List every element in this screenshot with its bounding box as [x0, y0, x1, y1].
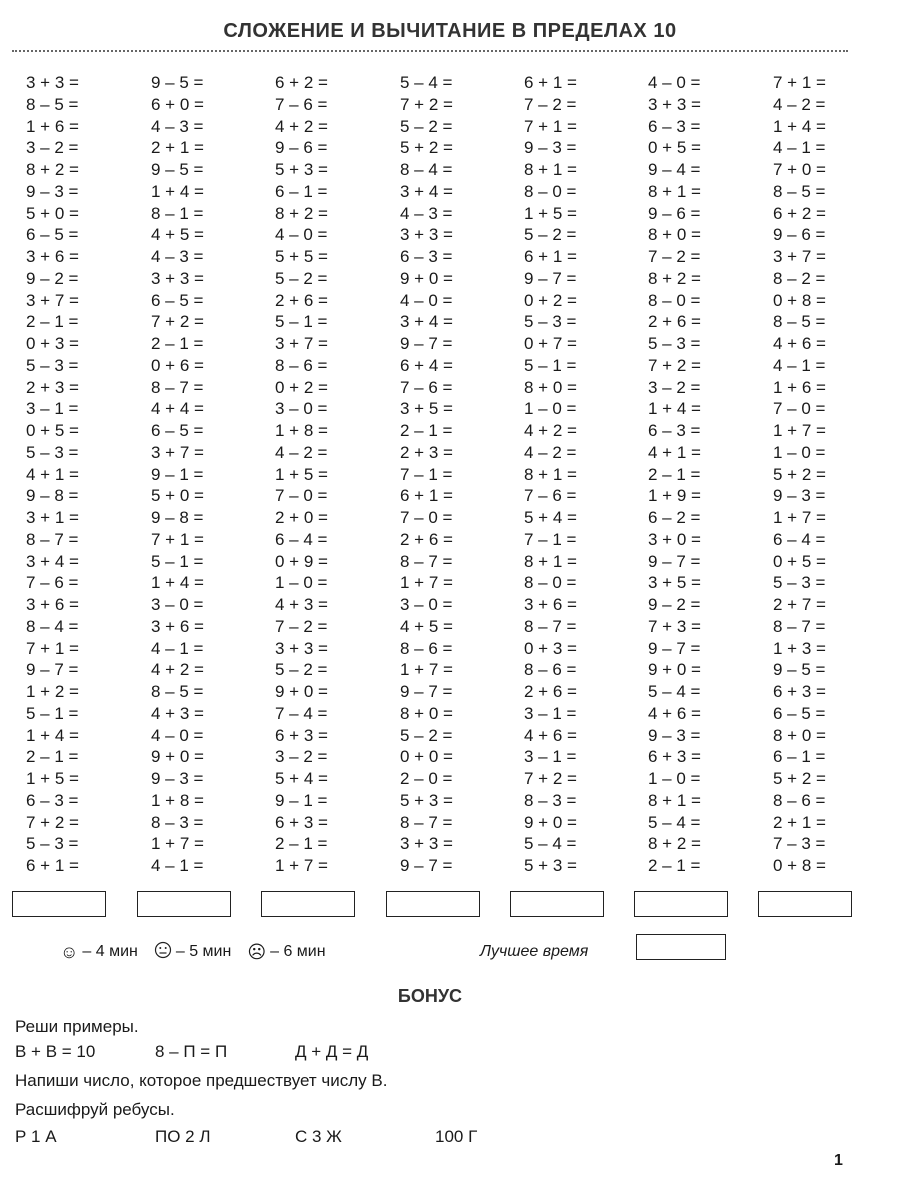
exercise-item: 6 + 1 = [400, 486, 453, 506]
exercise-item: 0 + 3 = [524, 638, 577, 658]
exercise-item: 4 + 2 = [524, 421, 577, 440]
exercise-item: 7 – 0 = [773, 399, 826, 419]
legend-smile-label: – 4 мин [82, 943, 138, 960]
exercise-item: 9 – 3 = [26, 181, 79, 201]
exercise-item: 1 + 6 = [26, 116, 79, 136]
exercise-item: 3 + 4 = [26, 551, 79, 571]
exercise-item: 1 – 0 = [648, 769, 701, 788]
bonus-task-solve: Реши примеры. [15, 1017, 139, 1036]
exercise-item: 0 + 5 = [773, 551, 826, 571]
exercise-item: 7 + 3 = [648, 616, 701, 636]
exercise-item: 8 + 1 = [524, 464, 577, 484]
exercise-item: 8 + 2 = [26, 160, 79, 179]
exercise-item: 8 – 5 = [26, 94, 79, 114]
exercise-item: 9 – 7 = [400, 856, 453, 875]
exercise-item: 3 – 1 = [524, 703, 577, 723]
exercise-item: 8 + 0 = [400, 703, 453, 723]
exercise-item: 8 – 6 = [400, 638, 453, 658]
exercise-item: 4 + 5 = [151, 225, 204, 245]
exercise-item: 6 – 3 = [648, 116, 701, 136]
exercise-item: 9 – 1 = [275, 790, 328, 810]
exercise-item: 9 – 7 = [524, 268, 577, 288]
exercise-item: 1 + 5 = [26, 769, 79, 788]
exercise-item: 0 + 5 = [648, 138, 701, 158]
exercise-item: 3 + 1 = [26, 508, 79, 527]
exercise-item: 1 – 0 = [275, 573, 328, 593]
exercise-item: 9 – 8 = [26, 486, 79, 506]
exercise-item: 5 – 2 = [275, 660, 328, 680]
exercise-item: 3 + 3 = [400, 225, 453, 245]
rebus-1: Р 1 А [15, 1127, 57, 1146]
exercise-item: 4 + 2 = [275, 116, 328, 136]
exercise-item: 9 – 2 = [648, 595, 701, 614]
exercise-item: 5 – 2 = [275, 268, 328, 288]
exercise-item: 1 – 0 = [524, 399, 577, 419]
exercise-item: 1 + 4 = [151, 573, 204, 593]
exercise-item: 0 + 6 = [151, 355, 204, 375]
exercise-column-5 [524, 72, 634, 877]
exercise-item: 2 + 6 = [524, 682, 577, 701]
exercise-item: 4 + 1 = [648, 442, 701, 462]
exercise-item: 7 – 2 = [524, 94, 577, 114]
exercise-item: 2 – 1 = [151, 334, 204, 353]
exercise-item: 1 + 7 = [400, 573, 453, 593]
exercise-item: 3 + 3 = [151, 268, 204, 288]
exercise-item: 2 + 1 = [151, 138, 204, 158]
exercise-item: 7 + 2 = [648, 355, 701, 375]
exercise-item: 4 – 3 = [151, 247, 204, 266]
exercise-item: 6 + 3 = [648, 747, 701, 767]
exercise-item: 8 – 0 = [524, 573, 577, 593]
exercise-item: 7 + 2 = [400, 94, 453, 114]
exercise-item: 6 – 4 = [773, 529, 826, 549]
exercise-item: 0 + 2 = [524, 290, 577, 310]
exercise-item: 9 – 6 = [773, 225, 826, 245]
exercise-item: 2 + 6 = [275, 290, 328, 310]
exercise-item: 9 – 5 = [151, 160, 204, 179]
exercise-item: 6 – 5 = [773, 703, 826, 723]
exercise-item: 8 – 6 = [275, 355, 328, 375]
exercise-item: 7 + 1 = [151, 529, 204, 549]
exercise-item: 1 + 8 = [151, 790, 204, 810]
exercise-item: 9 – 7 = [400, 334, 453, 353]
exercise-item: 8 + 0 = [524, 377, 577, 397]
exercise-item: 3 – 2 = [648, 377, 701, 397]
exercise-item: 9 – 3 = [524, 138, 577, 158]
exercise-item: 0 + 3 = [26, 334, 79, 353]
exercise-item: 7 – 0 = [275, 486, 328, 506]
time-box-3[interactable] [261, 891, 355, 917]
exercise-item: 1 + 7 = [400, 660, 453, 680]
exercise-item: 9 – 6 = [275, 138, 328, 158]
exercise-item: 8 – 6 = [773, 790, 826, 810]
exercise-item: 3 + 6 = [524, 595, 577, 614]
exercise-item: 5 – 1 = [275, 312, 328, 332]
exercise-item: 5 – 3 = [26, 834, 79, 854]
exercise-item: 8 + 0 = [648, 225, 701, 245]
exercise-item: 7 – 6 = [275, 94, 328, 114]
exercise-item: 2 + 3 = [26, 377, 79, 397]
exercise-item: 3 + 0 = [648, 529, 701, 549]
exercise-item: 0 + 8 = [773, 856, 826, 875]
exercise-item: 2 – 1 = [400, 421, 453, 440]
exercise-item: 5 – 4 = [400, 73, 453, 92]
exercise-item: 4 + 2 = [151, 660, 204, 680]
exercise-item: 3 + 7 = [151, 442, 204, 462]
exercise-item: 6 + 3 = [773, 682, 826, 701]
time-box-7[interactable] [758, 891, 852, 917]
exercise-item: 3 + 5 = [400, 399, 453, 419]
exercise-item: 5 – 3 = [524, 312, 577, 332]
time-legend [60, 940, 342, 964]
exercise-item: 7 – 1 = [400, 464, 453, 484]
exercise-item: 7 + 2 = [151, 312, 204, 332]
time-box-5[interactable] [510, 891, 604, 917]
exercise-item: 8 – 2 = [773, 268, 826, 288]
exercise-item: 2 + 0 = [275, 508, 328, 527]
exercise-item: 2 + 6 = [400, 529, 453, 549]
exercise-item: 6 + 2 = [773, 203, 826, 223]
legend-neutral-label: – 5 мин [175, 943, 232, 960]
exercise-item: 4 + 5 = [400, 616, 453, 636]
exercise-item: 1 + 4 = [26, 725, 79, 745]
exercise-item: 2 – 1 = [275, 834, 328, 854]
exercise-item: 4 + 3 = [275, 595, 328, 614]
exercise-item: 7 – 6 = [26, 573, 79, 593]
exercise-item: 1 + 7 = [773, 508, 826, 527]
exercise-item: 7 + 1 = [26, 638, 79, 658]
exercise-item: 6 – 5 = [151, 290, 204, 310]
exercise-item: 6 + 2 = [275, 73, 328, 92]
exercise-item: 8 – 7 = [400, 551, 453, 571]
exercise-item: 9 + 0 = [524, 812, 577, 832]
exercise-item: 7 – 2 = [648, 247, 701, 266]
exercise-item: 6 – 3 = [648, 421, 701, 440]
exercise-item: 1 + 4 = [151, 181, 204, 201]
exercise-item: 5 – 4 = [648, 812, 701, 832]
exercise-item: 0 + 2 = [275, 377, 328, 397]
exercise-item: 9 – 7 = [648, 638, 701, 658]
exercise-item: 6 – 3 = [400, 247, 453, 266]
exercise-item: 6 – 5 = [151, 421, 204, 440]
exercise-item: 3 – 0 = [400, 595, 453, 614]
exercise-item: 9 – 7 = [648, 551, 701, 571]
exercise-item: 8 + 1 = [648, 181, 701, 201]
exercise-item: 8 + 2 = [648, 834, 701, 854]
exercise-item: 8 + 1 = [648, 790, 701, 810]
exercise-item: 1 – 0 = [773, 442, 826, 462]
exercise-item: 8 – 5 = [773, 181, 826, 201]
exercise-item: 5 + 0 = [151, 486, 204, 506]
exercise-item: 3 + 6 = [26, 595, 79, 614]
exercise-item: 9 + 0 = [275, 682, 328, 701]
exercise-item: 5 – 4 = [648, 682, 701, 701]
exercise-item: 8 – 4 = [26, 616, 79, 636]
exercise-item: 8 – 7 = [524, 616, 577, 636]
exercise-item: 5 + 0 = [26, 203, 79, 223]
exercise-item: 1 + 4 = [648, 399, 701, 419]
exercise-item: 8 + 1 = [524, 551, 577, 571]
exercise-column-7 [773, 72, 883, 877]
bonus-example-3: Д + Д = Д [295, 1042, 369, 1061]
exercise-item: 0 + 0 = [400, 747, 453, 767]
exercise-item: 9 – 2 = [26, 268, 79, 288]
exercise-item: 7 – 6 = [524, 486, 577, 506]
time-box-4[interactable] [386, 891, 480, 917]
exercise-item: 3 – 0 = [151, 595, 204, 614]
exercise-item: 8 – 7 = [773, 616, 826, 636]
exercise-item: 2 – 1 = [648, 464, 701, 484]
exercise-item: 3 + 3 = [275, 638, 328, 658]
exercise-item: 9 – 8 = [151, 508, 204, 527]
exercise-item: 8 – 7 = [400, 812, 453, 832]
legend-item-neutral [154, 941, 231, 964]
exercise-item: 3 – 2 = [275, 747, 328, 767]
exercise-item: 9 + 0 = [648, 660, 701, 680]
exercise-item: 2 – 1 = [26, 312, 79, 332]
exercise-item: 3 + 4 = [400, 181, 453, 201]
exercise-item: 2 + 6 = [648, 312, 701, 332]
exercise-item: 3 – 1 = [26, 399, 79, 419]
exercise-item: 5 + 2 = [773, 464, 826, 484]
exercise-item: 6 + 0 = [151, 94, 204, 114]
exercise-item: 5 – 1 = [151, 551, 204, 571]
time-box-2[interactable] [137, 891, 231, 917]
exercise-item: 4 – 3 = [151, 116, 204, 136]
exercise-item: 3 + 3 = [648, 94, 701, 114]
best-time-box[interactable] [636, 934, 726, 960]
exercise-item: 9 – 6 = [648, 203, 701, 223]
exercise-item: 2 + 1 = [773, 812, 826, 832]
neutral-face-icon [154, 941, 172, 964]
title-divider [12, 50, 848, 52]
exercise-item: 2 + 3 = [400, 442, 453, 462]
page-number: 1 [834, 1152, 843, 1169]
smile-face-icon: ☺ [60, 941, 79, 962]
exercise-item: 5 – 1 = [26, 703, 79, 723]
exercise-item: 1 + 5 = [524, 203, 577, 223]
rebus-2: ПО 2 Л [155, 1127, 211, 1146]
exercise-item: 6 + 3 = [275, 812, 328, 832]
exercise-item: 8 – 3 = [151, 812, 204, 832]
exercise-item: 1 + 7 = [151, 834, 204, 854]
exercise-item: 0 + 5 = [26, 421, 79, 440]
exercise-item: 6 + 3 = [275, 725, 328, 745]
exercise-item: 5 + 3 = [524, 856, 577, 875]
exercise-item: 4 – 2 = [773, 94, 826, 114]
legend-sad-label: – 6 мин [270, 943, 326, 960]
exercise-item: 8 – 4 = [400, 160, 453, 179]
exercise-item: 7 – 3 = [773, 834, 826, 854]
exercise-item: 6 – 2 = [648, 508, 701, 527]
exercise-item: 4 – 0 = [151, 725, 204, 745]
exercise-item: 5 – 2 = [400, 725, 453, 745]
exercise-item: 5 + 3 = [275, 160, 328, 179]
exercise-item: 8 – 5 = [151, 682, 204, 701]
exercise-item: 6 – 4 = [275, 529, 328, 549]
exercise-item: 3 + 6 = [151, 616, 204, 636]
exercise-item: 7 + 2 = [26, 812, 79, 832]
exercise-item: 0 + 7 = [524, 334, 577, 353]
exercise-item: 5 – 3 = [26, 355, 79, 375]
exercise-item: 7 – 4 = [275, 703, 328, 723]
exercise-item: 5 – 2 = [400, 116, 453, 136]
exercise-item: 4 – 2 = [275, 442, 328, 462]
exercise-item: 4 + 6 = [524, 725, 577, 745]
exercise-item: 5 + 4 = [524, 508, 577, 527]
legend-item-smile [60, 942, 138, 963]
exercise-item: 7 – 2 = [275, 616, 328, 636]
exercise-item: 7 + 1 = [524, 116, 577, 136]
exercise-item: 5 + 5 = [275, 247, 328, 266]
exercise-item: 5 – 4 = [524, 834, 577, 854]
exercise-item: 3 + 6 = [26, 247, 79, 266]
exercise-item: 1 + 7 = [275, 856, 328, 875]
legend-item-sad [247, 942, 325, 963]
exercise-item: 3 + 7 = [26, 290, 79, 310]
exercise-item: 8 – 3 = [524, 790, 577, 810]
exercise-item: 1 + 8 = [275, 421, 328, 440]
exercise-item: 8 + 2 = [648, 268, 701, 288]
exercise-item: 9 – 5 = [151, 73, 204, 92]
exercise-item: 7 + 1 = [773, 73, 826, 92]
exercise-item: 7 – 6 = [400, 377, 453, 397]
exercise-item: 4 – 1 = [151, 856, 204, 875]
bonus-task-rebus: Расшифруй ребусы. [15, 1100, 175, 1119]
exercise-item: 4 + 6 = [648, 703, 701, 723]
exercise-item: 8 – 5 = [773, 312, 826, 332]
time-box-1[interactable] [12, 891, 106, 917]
exercise-item: 8 – 7 = [151, 377, 204, 397]
exercise-item: 9 – 7 = [400, 682, 453, 701]
exercise-item: 4 – 1 = [773, 355, 826, 375]
exercise-item: 6 – 1 = [773, 747, 826, 767]
exercise-item: 3 + 3 = [400, 834, 453, 854]
exercise-item: 9 + 0 = [151, 747, 204, 767]
exercise-item: 2 – 1 = [26, 747, 79, 767]
exercise-item: 9 – 7 = [26, 660, 79, 680]
exercise-item: 5 + 2 = [773, 769, 826, 788]
exercise-item: 0 + 9 = [275, 551, 328, 571]
exercise-item: 5 – 1 = [524, 355, 577, 375]
exercise-item: 3 – 1 = [524, 747, 577, 767]
bonus-task-number: Напиши число, которое предшествует числу В. [15, 1071, 388, 1090]
exercise-item: 7 + 2 = [524, 769, 577, 788]
exercise-item: 5 + 3 = [400, 790, 453, 810]
exercise-item: 8 – 1 = [151, 203, 204, 223]
exercise-item: 3 + 4 = [400, 312, 453, 332]
exercise-item: 6 + 1 = [26, 856, 79, 875]
exercise-item: 5 – 3 = [773, 573, 826, 593]
rebus-3: С 3 Ж [295, 1127, 342, 1146]
exercise-item: 6 + 1 = [524, 73, 577, 92]
exercise-item: 3 + 7 = [275, 334, 328, 353]
exercise-item: 9 – 3 = [151, 769, 204, 788]
exercise-item: 6 – 3 = [26, 790, 79, 810]
rebus-4: 100 Г [435, 1127, 478, 1146]
exercise-item: 5 + 2 = [400, 138, 453, 158]
exercise-item: 8 + 2 = [275, 203, 328, 223]
exercise-item: 4 – 0 = [275, 225, 328, 245]
exercise-item: 2 + 7 = [773, 595, 826, 614]
exercise-item: 2 – 0 = [400, 769, 453, 788]
exercise-item: 3 + 5 = [648, 573, 701, 593]
exercise-column-2 [151, 72, 261, 877]
exercise-item: 4 – 3 = [400, 203, 453, 223]
exercise-item: 9 – 4 = [648, 160, 701, 179]
exercise-item: 9 – 3 = [648, 725, 701, 745]
sad-face-icon: ☹ [247, 941, 267, 962]
exercise-column-4 [400, 72, 510, 877]
page-title: СЛОЖЕНИЕ И ВЫЧИТАНИЕ В ПРЕДЕЛАХ 10 [223, 20, 677, 42]
exercise-item: 6 + 4 = [400, 355, 453, 375]
best-time-label: Лучшее время [480, 943, 589, 960]
exercise-item: 9 – 3 = [773, 486, 826, 506]
exercise-item: 4 – 0 = [400, 290, 453, 310]
exercise-item: 7 – 0 = [400, 508, 453, 527]
exercise-item: 8 – 0 = [524, 181, 577, 201]
exercise-item: 8 + 0 = [773, 725, 826, 745]
exercise-item: 5 + 4 = [275, 769, 328, 788]
exercise-item: 1 + 7 = [773, 421, 826, 440]
exercise-item: 4 – 0 = [648, 73, 701, 92]
time-box-6[interactable] [634, 891, 728, 917]
exercise-item: 2 – 1 = [648, 856, 701, 875]
exercise-item: 3 – 0 = [275, 399, 328, 419]
exercise-item: 4 – 2 = [524, 442, 577, 462]
exercise-column-3 [275, 72, 385, 877]
exercise-item: 8 – 7 = [26, 529, 79, 549]
exercise-item: 7 + 0 = [773, 160, 826, 179]
exercise-item: 9 – 5 = [773, 660, 826, 680]
exercise-item: 8 – 0 = [648, 290, 701, 310]
exercise-item: 4 + 3 = [151, 703, 204, 723]
exercise-item: 4 – 1 = [151, 638, 204, 658]
exercise-item: 1 + 3 = [773, 638, 826, 658]
exercise-item: 3 + 7 = [773, 247, 826, 266]
exercise-item: 9 – 1 = [151, 464, 204, 484]
exercise-item: 5 – 2 = [524, 225, 577, 245]
exercise-item: 5 – 3 = [26, 442, 79, 462]
exercise-item: 4 – 1 = [773, 138, 826, 158]
exercise-item: 1 + 4 = [773, 116, 826, 136]
bonus-title: БОНУС [397, 986, 463, 1006]
exercise-item: 1 + 2 = [26, 682, 79, 701]
exercise-column-1 [26, 72, 136, 877]
exercise-item: 5 – 3 = [648, 334, 701, 353]
exercise-item: 3 + 3 = [26, 73, 79, 92]
exercise-item: 1 + 5 = [275, 464, 328, 484]
exercise-item: 9 + 0 = [400, 268, 453, 288]
exercise-item: 4 + 6 = [773, 334, 826, 353]
exercise-item: 1 + 9 = [648, 486, 701, 506]
exercise-item: 8 – 6 = [524, 660, 577, 680]
exercise-column-6 [648, 72, 758, 877]
exercise-item: 6 – 1 = [275, 181, 328, 201]
exercise-item: 4 + 1 = [26, 464, 79, 484]
exercise-item: 3 – 2 = [26, 138, 79, 158]
exercise-item: 4 + 4 = [151, 399, 204, 419]
exercise-item: 8 + 1 = [524, 160, 577, 179]
exercise-item: 1 + 6 = [773, 377, 826, 397]
exercise-item: 0 + 8 = [773, 290, 826, 310]
bonus-example-1: В + В = 10 [15, 1042, 96, 1061]
exercise-item: 6 + 1 = [524, 247, 577, 266]
exercise-item: 7 – 1 = [524, 529, 577, 549]
exercise-item: 6 – 5 = [26, 225, 79, 245]
bonus-example-2: 8 – П = П [155, 1042, 228, 1061]
